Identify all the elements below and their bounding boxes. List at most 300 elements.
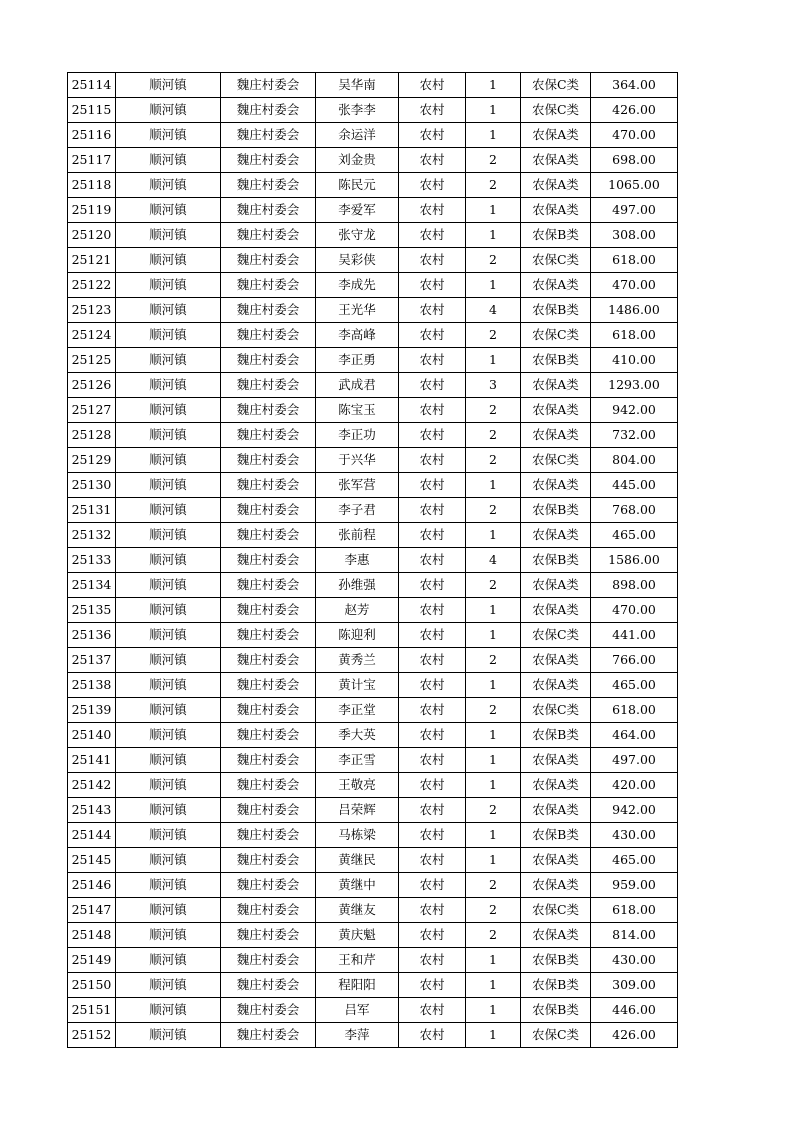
insurance-category-cell: 农保A类 — [521, 123, 591, 148]
amount-cell: 768.00 — [591, 498, 678, 523]
record-id-cell: 25117 — [68, 148, 116, 173]
insurance-category-cell: 农保A类 — [521, 748, 591, 773]
amount-cell: 814.00 — [591, 923, 678, 948]
household-size-cell: 2 — [466, 148, 521, 173]
area-type-cell: 农村 — [399, 548, 466, 573]
village-committee-cell: 魏庄村委会 — [221, 548, 316, 573]
insurance-category-cell: 农保B类 — [521, 998, 591, 1023]
town-cell: 顺河镇 — [116, 998, 221, 1023]
records-table — [67, 72, 678, 1048]
amount-cell: 1486.00 — [591, 298, 678, 323]
amount-cell: 446.00 — [591, 998, 678, 1023]
village-committee-cell: 魏庄村委会 — [221, 98, 316, 123]
record-id-cell: 25120 — [68, 223, 116, 248]
insurance-category-cell: 农保C类 — [521, 1023, 591, 1048]
insurance-category-cell: 农保B类 — [521, 498, 591, 523]
insurance-category-cell: 农保B类 — [521, 348, 591, 373]
record-id-cell: 25132 — [68, 523, 116, 548]
amount-cell: 426.00 — [591, 98, 678, 123]
insurance-category-cell: 农保C类 — [521, 323, 591, 348]
village-committee-cell: 魏庄村委会 — [221, 948, 316, 973]
table-row — [68, 223, 678, 248]
table-row — [68, 348, 678, 373]
village-committee-cell: 魏庄村委会 — [221, 873, 316, 898]
household-size-cell: 1 — [466, 823, 521, 848]
village-committee-cell: 魏庄村委会 — [221, 748, 316, 773]
name-cell: 李萍 — [316, 1023, 399, 1048]
record-id-cell: 25129 — [68, 448, 116, 473]
table-row — [68, 523, 678, 548]
record-id-cell: 25122 — [68, 273, 116, 298]
record-id-cell: 25138 — [68, 673, 116, 698]
table-row — [68, 998, 678, 1023]
village-committee-cell: 魏庄村委会 — [221, 448, 316, 473]
household-size-cell: 1 — [466, 273, 521, 298]
village-committee-cell: 魏庄村委会 — [221, 523, 316, 548]
household-size-cell: 2 — [466, 423, 521, 448]
amount-cell: 470.00 — [591, 273, 678, 298]
town-cell: 顺河镇 — [116, 223, 221, 248]
town-cell: 顺河镇 — [116, 648, 221, 673]
town-cell: 顺河镇 — [116, 973, 221, 998]
insurance-category-cell: 农保A类 — [521, 173, 591, 198]
table-row — [68, 848, 678, 873]
name-cell: 张守龙 — [316, 223, 399, 248]
area-type-cell: 农村 — [399, 1023, 466, 1048]
table-row — [68, 1023, 678, 1048]
record-id-cell: 25135 — [68, 598, 116, 623]
village-committee-cell: 魏庄村委会 — [221, 698, 316, 723]
village-committee-cell: 魏庄村委会 — [221, 273, 316, 298]
amount-cell: 445.00 — [591, 473, 678, 498]
village-committee-cell: 魏庄村委会 — [221, 423, 316, 448]
area-type-cell: 农村 — [399, 273, 466, 298]
area-type-cell: 农村 — [399, 323, 466, 348]
town-cell: 顺河镇 — [116, 498, 221, 523]
household-size-cell: 1 — [466, 948, 521, 973]
amount-cell: 364.00 — [591, 73, 678, 98]
village-committee-cell: 魏庄村委会 — [221, 823, 316, 848]
name-cell: 王和芹 — [316, 948, 399, 973]
record-id-cell: 25130 — [68, 473, 116, 498]
area-type-cell: 农村 — [399, 598, 466, 623]
household-size-cell: 1 — [466, 748, 521, 773]
name-cell: 李子君 — [316, 498, 399, 523]
village-committee-cell: 魏庄村委会 — [221, 923, 316, 948]
household-size-cell: 1 — [466, 773, 521, 798]
record-id-cell: 25125 — [68, 348, 116, 373]
record-id-cell: 25142 — [68, 773, 116, 798]
village-committee-cell: 魏庄村委会 — [221, 473, 316, 498]
record-id-cell: 25131 — [68, 498, 116, 523]
amount-cell: 732.00 — [591, 423, 678, 448]
record-id-cell: 25149 — [68, 948, 116, 973]
town-cell: 顺河镇 — [116, 448, 221, 473]
insurance-category-cell: 农保A类 — [521, 873, 591, 898]
village-committee-cell: 魏庄村委会 — [221, 123, 316, 148]
village-committee-cell: 魏庄村委会 — [221, 373, 316, 398]
area-type-cell: 农村 — [399, 648, 466, 673]
household-size-cell: 4 — [466, 548, 521, 573]
name-cell: 黄继民 — [316, 848, 399, 873]
area-type-cell: 农村 — [399, 173, 466, 198]
record-id-cell: 25115 — [68, 98, 116, 123]
name-cell: 张军营 — [316, 473, 399, 498]
amount-cell: 618.00 — [591, 323, 678, 348]
household-size-cell: 1 — [466, 73, 521, 98]
household-size-cell: 1 — [466, 848, 521, 873]
table-row — [68, 398, 678, 423]
town-cell: 顺河镇 — [116, 373, 221, 398]
amount-cell: 1065.00 — [591, 173, 678, 198]
name-cell: 赵芳 — [316, 598, 399, 623]
amount-cell: 1586.00 — [591, 548, 678, 573]
insurance-category-cell: 农保C类 — [521, 448, 591, 473]
record-id-cell: 25141 — [68, 748, 116, 773]
name-cell: 李正勇 — [316, 348, 399, 373]
record-id-cell: 25137 — [68, 648, 116, 673]
village-committee-cell: 魏庄村委会 — [221, 223, 316, 248]
name-cell: 李正功 — [316, 423, 399, 448]
area-type-cell: 农村 — [399, 248, 466, 273]
table-row — [68, 798, 678, 823]
name-cell: 李爱军 — [316, 198, 399, 223]
amount-cell: 420.00 — [591, 773, 678, 798]
area-type-cell: 农村 — [399, 98, 466, 123]
village-committee-cell: 魏庄村委会 — [221, 1023, 316, 1048]
insurance-category-cell: 农保A类 — [521, 648, 591, 673]
table-row — [68, 823, 678, 848]
town-cell: 顺河镇 — [116, 348, 221, 373]
household-size-cell: 1 — [466, 998, 521, 1023]
record-id-cell: 25144 — [68, 823, 116, 848]
town-cell: 顺河镇 — [116, 148, 221, 173]
area-type-cell: 农村 — [399, 898, 466, 923]
name-cell: 程阳阳 — [316, 973, 399, 998]
household-size-cell: 2 — [466, 898, 521, 923]
household-size-cell: 2 — [466, 798, 521, 823]
table-row — [68, 573, 678, 598]
amount-cell: 618.00 — [591, 898, 678, 923]
town-cell: 顺河镇 — [116, 823, 221, 848]
amount-cell: 898.00 — [591, 573, 678, 598]
area-type-cell: 农村 — [399, 848, 466, 873]
village-committee-cell: 魏庄村委会 — [221, 248, 316, 273]
amount-cell: 410.00 — [591, 348, 678, 373]
town-cell: 顺河镇 — [116, 423, 221, 448]
amount-cell: 430.00 — [591, 948, 678, 973]
table-row — [68, 248, 678, 273]
town-cell: 顺河镇 — [116, 898, 221, 923]
village-committee-cell: 魏庄村委会 — [221, 773, 316, 798]
household-size-cell: 2 — [466, 448, 521, 473]
amount-cell: 309.00 — [591, 973, 678, 998]
area-type-cell: 农村 — [399, 198, 466, 223]
name-cell: 王敬亮 — [316, 773, 399, 798]
village-committee-cell: 魏庄村委会 — [221, 173, 316, 198]
amount-cell: 465.00 — [591, 523, 678, 548]
town-cell: 顺河镇 — [116, 948, 221, 973]
record-id-cell: 25127 — [68, 398, 116, 423]
amount-cell: 698.00 — [591, 148, 678, 173]
amount-cell: 497.00 — [591, 198, 678, 223]
area-type-cell: 农村 — [399, 573, 466, 598]
amount-cell: 804.00 — [591, 448, 678, 473]
household-size-cell: 2 — [466, 573, 521, 598]
table-row — [68, 73, 678, 98]
amount-cell: 497.00 — [591, 748, 678, 773]
town-cell: 顺河镇 — [116, 73, 221, 98]
town-cell: 顺河镇 — [116, 573, 221, 598]
insurance-category-cell: 农保A类 — [521, 423, 591, 448]
village-committee-cell: 魏庄村委会 — [221, 848, 316, 873]
record-id-cell: 25147 — [68, 898, 116, 923]
area-type-cell: 农村 — [399, 723, 466, 748]
town-cell: 顺河镇 — [116, 698, 221, 723]
record-id-cell: 25150 — [68, 973, 116, 998]
village-committee-cell: 魏庄村委会 — [221, 198, 316, 223]
town-cell: 顺河镇 — [116, 598, 221, 623]
area-type-cell: 农村 — [399, 748, 466, 773]
area-type-cell: 农村 — [399, 498, 466, 523]
name-cell: 吴华南 — [316, 73, 399, 98]
town-cell: 顺河镇 — [116, 548, 221, 573]
table-body — [68, 73, 678, 1048]
household-size-cell: 1 — [466, 973, 521, 998]
village-committee-cell: 魏庄村委会 — [221, 648, 316, 673]
insurance-category-cell: 农保A类 — [521, 198, 591, 223]
household-size-cell: 1 — [466, 223, 521, 248]
village-committee-cell: 魏庄村委会 — [221, 398, 316, 423]
record-id-cell: 25126 — [68, 373, 116, 398]
town-cell: 顺河镇 — [116, 198, 221, 223]
table-row — [68, 923, 678, 948]
record-id-cell: 25152 — [68, 1023, 116, 1048]
town-cell: 顺河镇 — [116, 623, 221, 648]
table-row — [68, 498, 678, 523]
area-type-cell: 农村 — [399, 698, 466, 723]
town-cell: 顺河镇 — [116, 723, 221, 748]
amount-cell: 426.00 — [591, 1023, 678, 1048]
village-committee-cell: 魏庄村委会 — [221, 998, 316, 1023]
name-cell: 吕荣辉 — [316, 798, 399, 823]
area-type-cell: 农村 — [399, 448, 466, 473]
area-type-cell: 农村 — [399, 823, 466, 848]
table-row — [68, 873, 678, 898]
table-row — [68, 323, 678, 348]
name-cell: 李正雪 — [316, 748, 399, 773]
amount-cell: 441.00 — [591, 623, 678, 648]
insurance-category-cell: 农保A类 — [521, 273, 591, 298]
insurance-category-cell: 农保A类 — [521, 573, 591, 598]
village-committee-cell: 魏庄村委会 — [221, 573, 316, 598]
household-size-cell: 1 — [466, 723, 521, 748]
name-cell: 黄继友 — [316, 898, 399, 923]
village-committee-cell: 魏庄村委会 — [221, 348, 316, 373]
table-row — [68, 598, 678, 623]
town-cell: 顺河镇 — [116, 298, 221, 323]
household-size-cell: 1 — [466, 1023, 521, 1048]
table-row — [68, 423, 678, 448]
record-id-cell: 25119 — [68, 198, 116, 223]
table-row — [68, 198, 678, 223]
record-id-cell: 25133 — [68, 548, 116, 573]
amount-cell: 618.00 — [591, 698, 678, 723]
area-type-cell: 农村 — [399, 798, 466, 823]
name-cell: 黄秀兰 — [316, 648, 399, 673]
village-committee-cell: 魏庄村委会 — [221, 673, 316, 698]
insurance-category-cell: 农保C类 — [521, 623, 591, 648]
area-type-cell: 农村 — [399, 998, 466, 1023]
town-cell: 顺河镇 — [116, 98, 221, 123]
name-cell: 孙维强 — [316, 573, 399, 598]
insurance-category-cell: 农保A类 — [521, 598, 591, 623]
town-cell: 顺河镇 — [116, 248, 221, 273]
household-size-cell: 1 — [466, 123, 521, 148]
household-size-cell: 2 — [466, 498, 521, 523]
amount-cell: 942.00 — [591, 798, 678, 823]
area-type-cell: 农村 — [399, 223, 466, 248]
household-size-cell: 1 — [466, 198, 521, 223]
amount-cell: 1293.00 — [591, 373, 678, 398]
insurance-category-cell: 农保C类 — [521, 73, 591, 98]
table-row — [68, 948, 678, 973]
table-row — [68, 98, 678, 123]
record-id-cell: 25134 — [68, 573, 116, 598]
village-committee-cell: 魏庄村委会 — [221, 73, 316, 98]
area-type-cell: 农村 — [399, 523, 466, 548]
household-size-cell: 1 — [466, 623, 521, 648]
table-row — [68, 673, 678, 698]
record-id-cell: 25121 — [68, 248, 116, 273]
name-cell: 王光华 — [316, 298, 399, 323]
name-cell: 吕军 — [316, 998, 399, 1023]
household-size-cell: 1 — [466, 473, 521, 498]
insurance-category-cell: 农保B类 — [521, 823, 591, 848]
area-type-cell: 农村 — [399, 348, 466, 373]
name-cell: 黄计宝 — [316, 673, 399, 698]
table-row — [68, 123, 678, 148]
area-type-cell: 农村 — [399, 773, 466, 798]
name-cell: 黄庆魁 — [316, 923, 399, 948]
table-row — [68, 373, 678, 398]
insurance-category-cell: 农保A类 — [521, 773, 591, 798]
table-row — [68, 748, 678, 773]
record-id-cell: 25118 — [68, 173, 116, 198]
area-type-cell: 农村 — [399, 73, 466, 98]
household-size-cell: 1 — [466, 348, 521, 373]
town-cell: 顺河镇 — [116, 1023, 221, 1048]
table-row — [68, 698, 678, 723]
name-cell: 于兴华 — [316, 448, 399, 473]
name-cell: 余运洋 — [316, 123, 399, 148]
household-size-cell: 2 — [466, 398, 521, 423]
area-type-cell: 农村 — [399, 473, 466, 498]
area-type-cell: 农村 — [399, 873, 466, 898]
record-id-cell: 25139 — [68, 698, 116, 723]
amount-cell: 470.00 — [591, 598, 678, 623]
insurance-category-cell: 农保A类 — [521, 523, 591, 548]
table-row — [68, 548, 678, 573]
amount-cell: 470.00 — [591, 123, 678, 148]
name-cell: 黄继中 — [316, 873, 399, 898]
area-type-cell: 农村 — [399, 373, 466, 398]
table-row — [68, 773, 678, 798]
area-type-cell: 农村 — [399, 148, 466, 173]
household-size-cell: 1 — [466, 523, 521, 548]
name-cell: 李高峰 — [316, 323, 399, 348]
village-committee-cell: 魏庄村委会 — [221, 973, 316, 998]
name-cell: 武成君 — [316, 373, 399, 398]
amount-cell: 959.00 — [591, 873, 678, 898]
name-cell: 刘金贵 — [316, 148, 399, 173]
household-size-cell: 1 — [466, 98, 521, 123]
insurance-category-cell: 农保C类 — [521, 698, 591, 723]
name-cell: 李成先 — [316, 273, 399, 298]
record-id-cell: 25148 — [68, 923, 116, 948]
insurance-category-cell: 农保A类 — [521, 148, 591, 173]
village-committee-cell: 魏庄村委会 — [221, 298, 316, 323]
village-committee-cell: 魏庄村委会 — [221, 148, 316, 173]
table-row — [68, 473, 678, 498]
record-id-cell: 25136 — [68, 623, 116, 648]
town-cell: 顺河镇 — [116, 473, 221, 498]
amount-cell: 308.00 — [591, 223, 678, 248]
amount-cell: 465.00 — [591, 848, 678, 873]
village-committee-cell: 魏庄村委会 — [221, 723, 316, 748]
record-id-cell: 25140 — [68, 723, 116, 748]
area-type-cell: 农村 — [399, 973, 466, 998]
table-row — [68, 648, 678, 673]
table-row — [68, 898, 678, 923]
insurance-category-cell: 农保C类 — [521, 248, 591, 273]
record-id-cell: 25143 — [68, 798, 116, 823]
town-cell: 顺河镇 — [116, 123, 221, 148]
amount-cell: 942.00 — [591, 398, 678, 423]
town-cell: 顺河镇 — [116, 798, 221, 823]
table-row — [68, 623, 678, 648]
town-cell: 顺河镇 — [116, 673, 221, 698]
area-type-cell: 农村 — [399, 923, 466, 948]
area-type-cell: 农村 — [399, 673, 466, 698]
household-size-cell: 2 — [466, 173, 521, 198]
name-cell: 李正堂 — [316, 698, 399, 723]
table-row — [68, 148, 678, 173]
insurance-category-cell: 农保C类 — [521, 898, 591, 923]
insurance-category-cell: 农保A类 — [521, 923, 591, 948]
household-size-cell: 2 — [466, 323, 521, 348]
name-cell: 张李李 — [316, 98, 399, 123]
household-size-cell: 2 — [466, 923, 521, 948]
name-cell: 吴彩侠 — [316, 248, 399, 273]
record-id-cell: 25123 — [68, 298, 116, 323]
town-cell: 顺河镇 — [116, 523, 221, 548]
village-committee-cell: 魏庄村委会 — [221, 898, 316, 923]
town-cell: 顺河镇 — [116, 323, 221, 348]
record-id-cell: 25116 — [68, 123, 116, 148]
area-type-cell: 农村 — [399, 423, 466, 448]
insurance-category-cell: 农保B类 — [521, 298, 591, 323]
table-row — [68, 723, 678, 748]
record-id-cell: 25114 — [68, 73, 116, 98]
area-type-cell: 农村 — [399, 398, 466, 423]
village-committee-cell: 魏庄村委会 — [221, 498, 316, 523]
village-committee-cell: 魏庄村委会 — [221, 798, 316, 823]
record-id-cell: 25124 — [68, 323, 116, 348]
household-size-cell: 4 — [466, 298, 521, 323]
household-size-cell: 2 — [466, 873, 521, 898]
area-type-cell: 农村 — [399, 298, 466, 323]
